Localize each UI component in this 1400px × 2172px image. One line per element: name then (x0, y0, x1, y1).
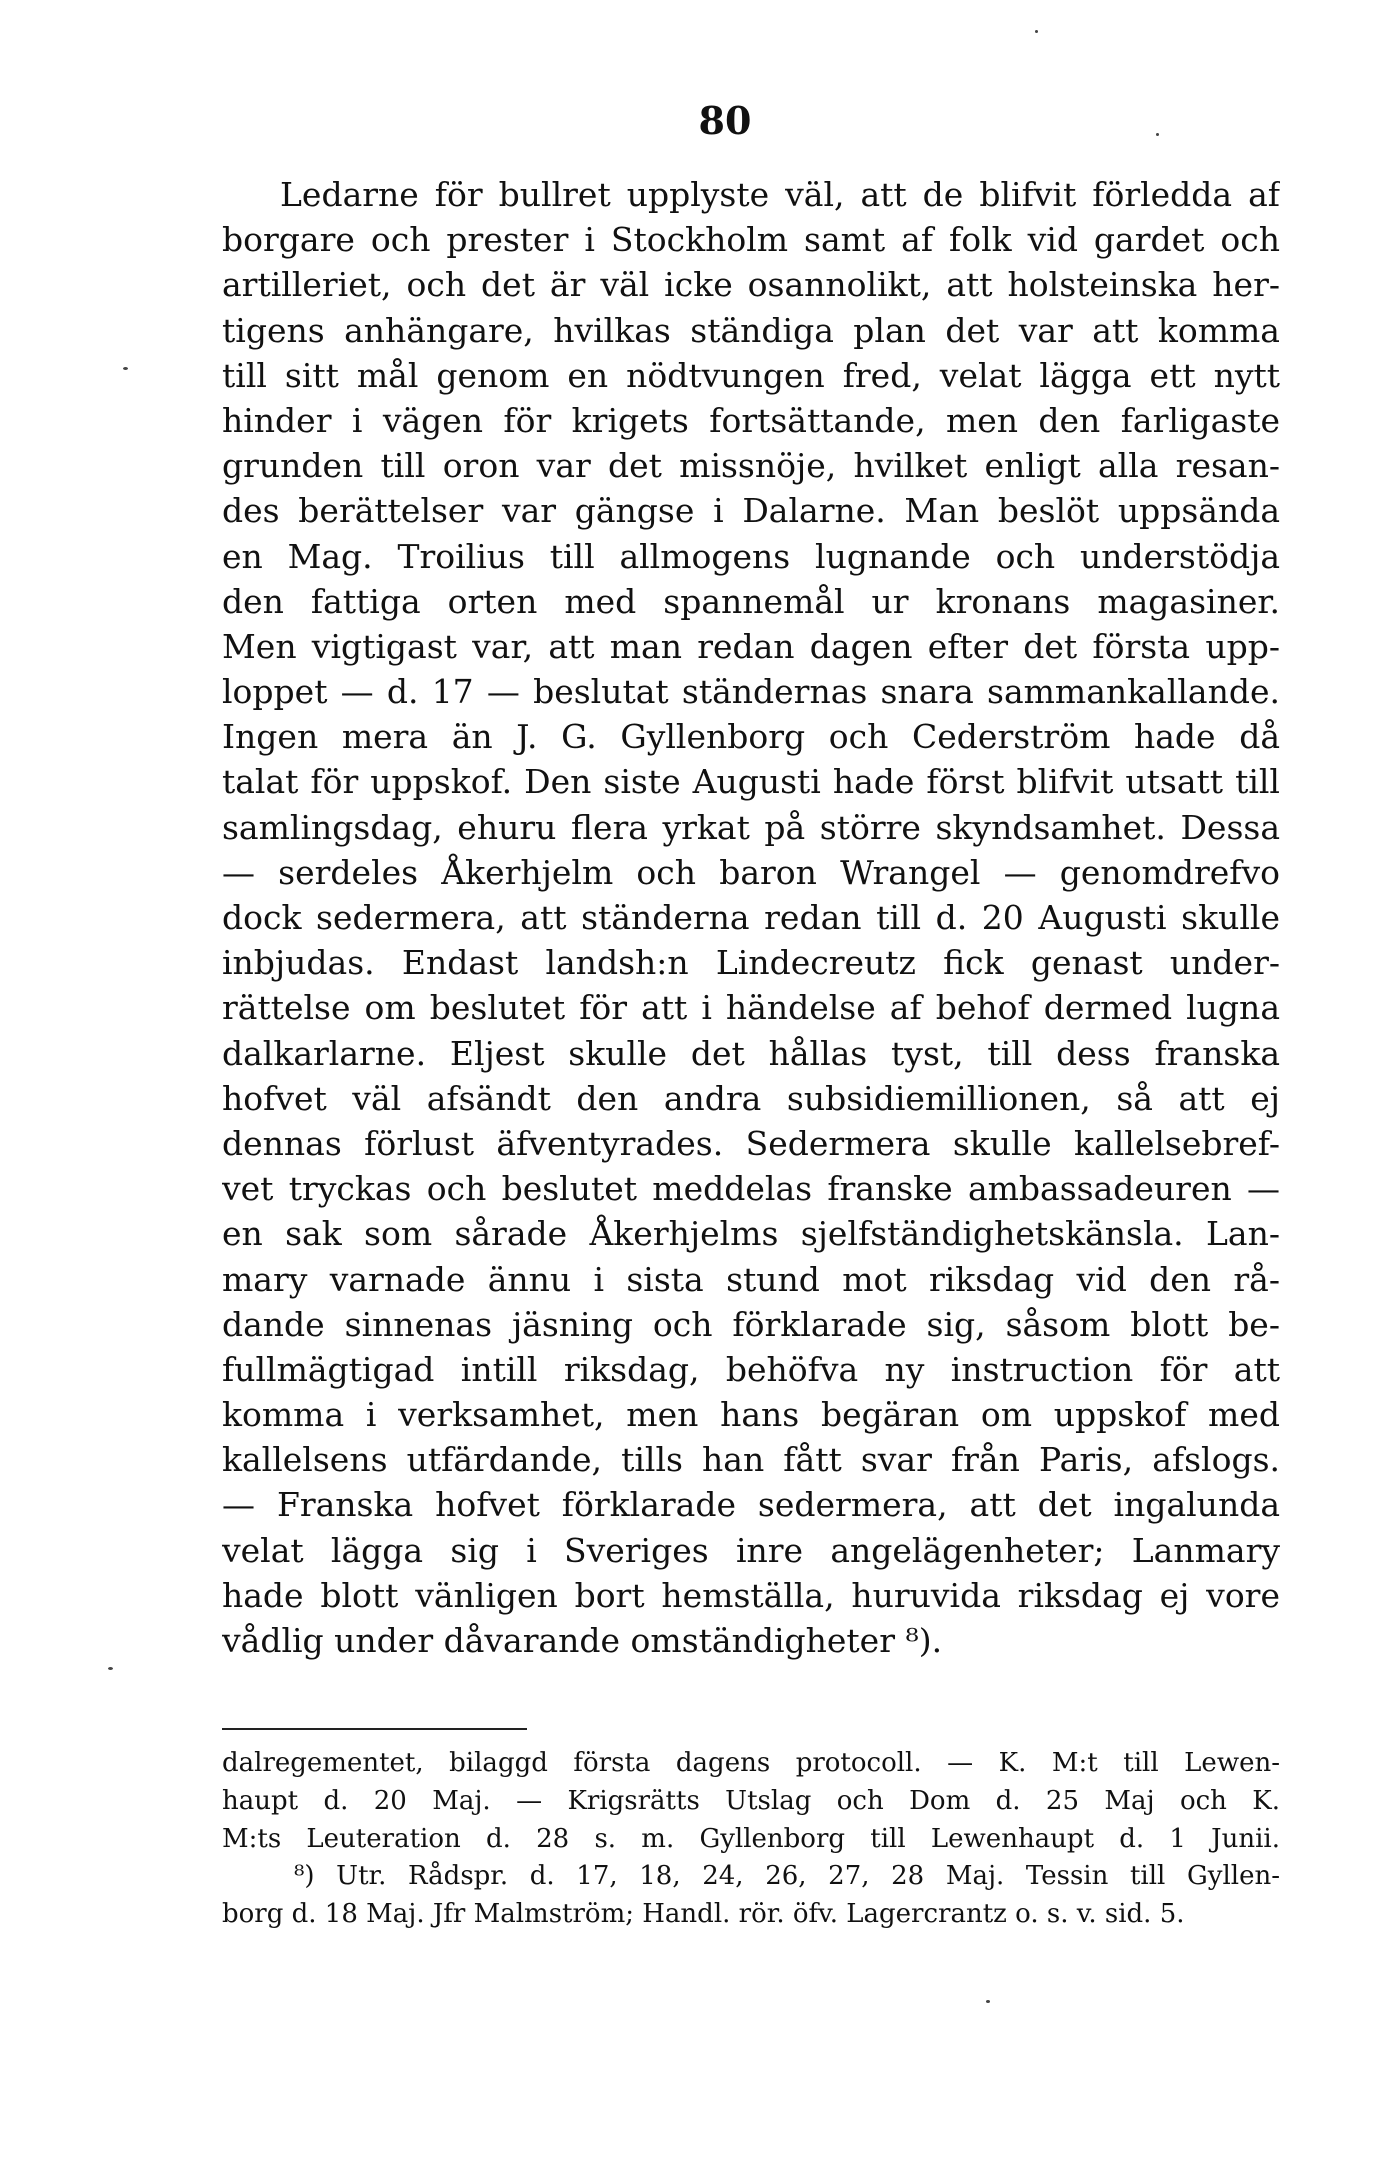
footnote-line: ⁸) Utr. Rådspr. d. 17, 18, 24, 26, 27, 28 Maj. Tessin till Gyllen- (294, 1861, 1280, 1892)
text-line: vet tryckas och beslutet meddelas franske ambassadeuren — (222, 1169, 1280, 1209)
text-line: till sitt mål genom en nödtvungen fred, velat lägga ett nytt (222, 355, 1280, 395)
footnote-line: borg d. 18 Maj. Jfr Malmström; Handl. rör. öfv. Lagercrantz o. s. v. sid. 5. (222, 1899, 1185, 1930)
text-line: rättelse om beslutet för att i händelse af behof dermed lugna (222, 988, 1280, 1028)
text-line: tigens anhängare, hvilkas ständiga plan det var att komma (222, 310, 1280, 350)
footnote-line: M:ts Leuteration d. 28 s. m. Gyllenborg till Lewenhaupt d. 1 Junii. (222, 1823, 1280, 1854)
text-line: den fattiga orten med spannemål ur kronans magasiner. (222, 581, 1280, 621)
text-line: hinder i vägen för krigets fortsättande, men den farligaste (222, 400, 1280, 440)
text-line: talat för uppskof. Den siste Augusti hade först blifvit utsatt till (222, 762, 1280, 802)
text-line: komma i verksamhet, men hans begäran om uppskof med (222, 1395, 1280, 1435)
text-line: artilleriet, och det är väl icke osannolikt, att holsteinska her- (222, 265, 1280, 305)
text-line: Men vigtigast var, att man redan dagen efter det första upp- (222, 626, 1280, 666)
text-line: dennas förlust äfventyrades. Sedermera skulle kallelsebref- (222, 1123, 1280, 1163)
text-line: fullmägtigad intill riksdag, behöfva ny instruction för att (222, 1349, 1280, 1389)
scan-speck (1156, 133, 1159, 136)
scan-speck (986, 2000, 990, 2003)
scan-speck (108, 1667, 113, 1670)
text-line: mary varnade ännu i sista stund mot riksdag vid den rå- (222, 1259, 1280, 1299)
text-line: des berättelser var gängse i Dalarne. Man beslöt uppsända (222, 491, 1280, 531)
text-line: en Mag. Troilius till allmogens lugnande och understödja (222, 536, 1280, 576)
text-line: — serdeles Åkerhjelm och baron Wrangel — genomdrefvo (222, 852, 1280, 892)
text-line: en sak som sårade Åkerhjelms sjelfständighetskänsla. Lan- (222, 1214, 1280, 1254)
text-line: Ledarne för bullret upplyste väl, att de blifvit förledda af (280, 175, 1280, 214)
page-number: 80 (698, 98, 752, 143)
text-line: velat lägga sig i Sveriges inre angelägenheter; Lanmary (222, 1530, 1280, 1570)
text-line: hade blott vänligen bort hemställa, huruvida riksdag ej vore (222, 1575, 1280, 1615)
text-line: loppet — d. 17 — beslutat ständernas snara sammankallande. (222, 672, 1280, 712)
text-line: borgare och prester i Stockholm samt af folk vid gardet och (222, 220, 1280, 260)
text-line: — Franska hofvet förklarade sedermera, att det ingalunda (222, 1485, 1280, 1525)
scan-speck (123, 367, 128, 370)
text-line: kallelsens utfärdande, tills han fått svar från Paris, afslogs. (222, 1440, 1280, 1480)
text-line: inbjudas. Endast landsh:n Lindecreutz fick genast under- (222, 943, 1280, 983)
text-line: dande sinnenas jäsning och förklarade sig, såsom blott be- (222, 1304, 1280, 1344)
footnote-line: haupt d. 20 Maj. — Krigsrätts Utslag och Dom d. 25 Maj och K. (222, 1785, 1280, 1816)
main-text (222, 172, 1280, 1663)
footnotes (222, 1745, 1280, 1934)
text-line: vådlig under dåvarande omständigheter ⁸). (222, 1621, 943, 1660)
text-line: samlingsdag, ehuru flera yrkat på större skyndsamhet. Dessa (222, 807, 1280, 847)
text-line: grunden till oron var det missnöje, hvilket enligt alla resan- (222, 446, 1280, 486)
text-line: dock sedermera, att ständerna redan till d. 20 Augusti skulle (222, 898, 1280, 937)
text-line: Ingen mera än J. G. Gyllenborg och Cederström hade då (222, 717, 1280, 757)
text-line: dalkarlarne. Eljest skulle det hållas tyst, till dess franska (222, 1033, 1280, 1073)
footnote-line: dalregementet, bilaggd första dagens protocoll. — K. M:t till Lewen- (222, 1748, 1280, 1778)
footnote-divider (222, 1728, 527, 1730)
scan-speck (1035, 30, 1038, 33)
text-line: hofvet väl afsändt den andra subsidiemillionen, så att ej (222, 1078, 1280, 1118)
